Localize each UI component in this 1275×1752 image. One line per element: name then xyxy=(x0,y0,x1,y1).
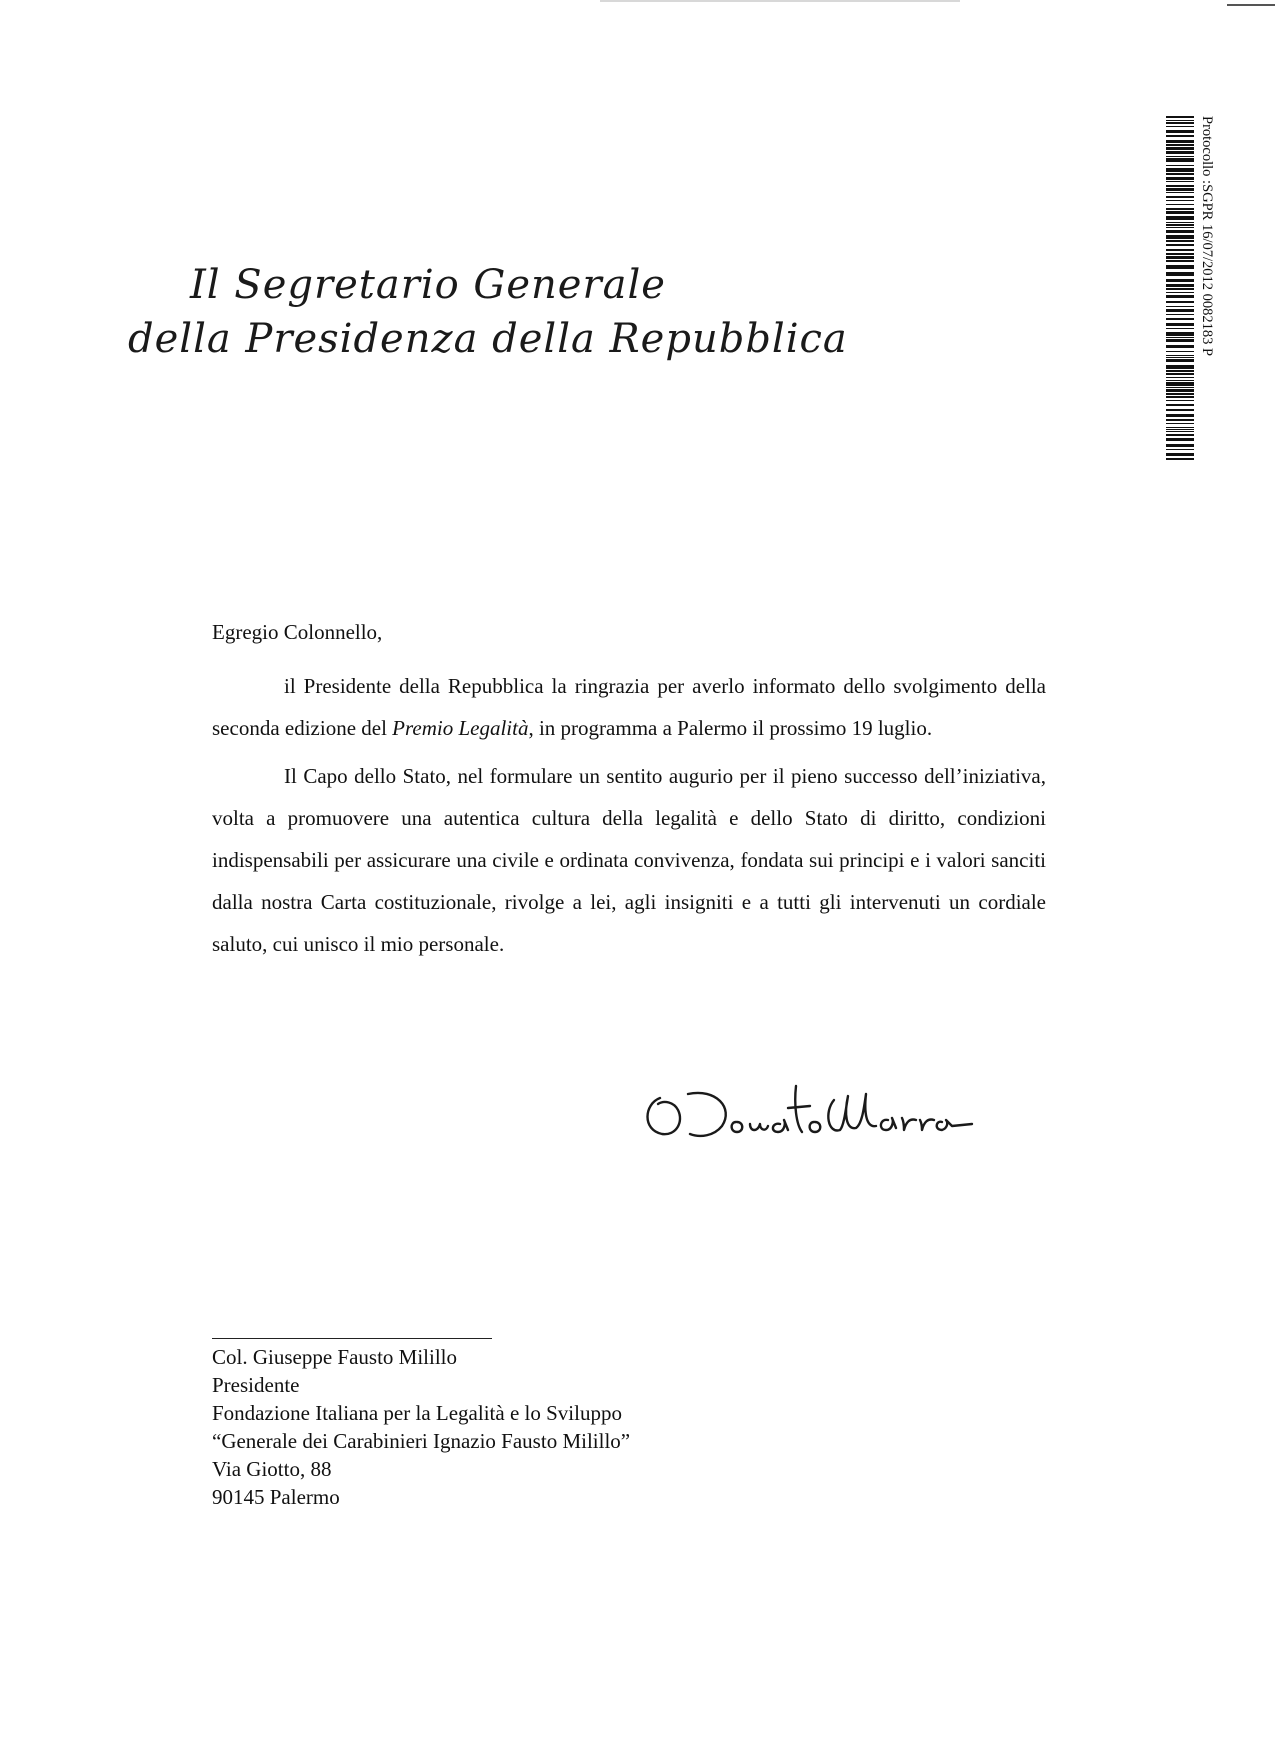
barcode-bar xyxy=(1166,227,1194,228)
barcode-bar xyxy=(1166,332,1194,336)
paragraph-1 xyxy=(212,665,1046,749)
barcode-bar xyxy=(1166,423,1194,424)
barcode-bar xyxy=(1166,265,1194,269)
award-name: Premio Legalità xyxy=(392,716,529,740)
paragraph-1-text-b: , in programma a Palermo il prossimo 19 luglio. xyxy=(528,716,933,740)
protocol-number: Protocollo :SGPR 16/07/2012 0082183 P xyxy=(1199,116,1215,357)
barcode-bar xyxy=(1166,429,1194,430)
barcode-bar xyxy=(1166,288,1194,290)
barcode-bar xyxy=(1166,151,1194,154)
barcode-bar xyxy=(1166,431,1194,432)
recipient-street: Via Giotto, 88 xyxy=(212,1457,332,1481)
barcode-bar xyxy=(1166,328,1194,329)
barcode-bar xyxy=(1166,301,1194,303)
barcode-bar xyxy=(1166,230,1194,233)
barcode-bar xyxy=(1166,173,1194,175)
barcode-bar xyxy=(1166,211,1194,214)
barcode-bar xyxy=(1166,240,1194,242)
barcode-bar xyxy=(1166,389,1194,392)
barcode-bar xyxy=(1166,306,1194,307)
barcode-bar xyxy=(1166,196,1194,198)
barcode-bar xyxy=(1166,400,1194,401)
barcode-bar xyxy=(1166,272,1194,276)
barcode-bar xyxy=(1166,444,1194,447)
barcode-bar xyxy=(1166,120,1194,121)
barcode-bar xyxy=(1166,256,1194,259)
barcode-bar xyxy=(1166,309,1194,312)
barcode-bar xyxy=(1166,351,1194,352)
barcode-bar xyxy=(1166,192,1194,193)
barcode-bar xyxy=(1166,377,1194,378)
barcode-bar xyxy=(1166,185,1194,187)
barcode-bar xyxy=(1166,414,1194,417)
barcode-bar xyxy=(1166,337,1194,338)
barcode-bar xyxy=(1166,382,1194,386)
letterhead-title: Il Segretario Generale xyxy=(190,262,666,308)
barcode-bar xyxy=(1166,359,1194,362)
barcode-bar xyxy=(1166,387,1194,388)
barcode-bar xyxy=(1166,409,1194,411)
barcode-bar xyxy=(1166,373,1194,375)
address-divider xyxy=(212,1338,492,1339)
barcode-bar xyxy=(1166,345,1194,348)
barcode-bar xyxy=(1166,292,1194,293)
scan-edge-mark xyxy=(600,0,960,2)
recipient-city: 90145 Palermo xyxy=(212,1485,340,1509)
barcode-bar xyxy=(1166,357,1194,358)
barcode-bar xyxy=(1166,284,1194,287)
barcode-bar xyxy=(1166,260,1194,262)
protocol-stamp xyxy=(1166,116,1226,460)
barcode-bar xyxy=(1166,147,1194,150)
barcode-bar xyxy=(1166,314,1194,315)
barcode-bar xyxy=(1166,156,1194,157)
barcode-bar xyxy=(1166,279,1194,282)
recipient-organization: Fondazione Italiana per la Legalità e lo Sviluppo xyxy=(212,1401,622,1425)
barcode-bar xyxy=(1166,438,1194,441)
barcode-bar xyxy=(1166,216,1194,220)
paragraph-2: Il Capo dello Stato, nel formulare un sentito augurio per il pieno successo dell’iniziativa, volta a promuovere una autentica cultura della legalità e dello Stato di diritto, condizioni indispensabili per assicurare una civile e ordinata convivenza, fondata sui principi e i valori sanciti dalla nostra Carta costituzionale, rivolge a lei, agli insigniti e a tutti gli intervenuti un cordiale saluto, cui unisco il mio personale. xyxy=(212,764,1046,956)
barcode-bar xyxy=(1166,158,1194,162)
barcode-bar xyxy=(1166,188,1194,191)
recipient-role: Presidente xyxy=(212,1373,300,1397)
barcode-icon xyxy=(1166,116,1194,460)
letter-body xyxy=(212,665,1046,971)
barcode-bar xyxy=(1166,318,1194,320)
barcode-bar xyxy=(1166,453,1194,456)
recipient-organization-subtitle: “Generale dei Carabinieri Ignazio Fausto Milillo” xyxy=(212,1429,631,1453)
barcode-bar xyxy=(1166,339,1194,342)
barcode-bar xyxy=(1166,244,1194,246)
barcode-bar xyxy=(1166,434,1194,436)
barcode-bar xyxy=(1166,122,1194,124)
barcode-bar xyxy=(1166,396,1194,398)
barcode-bar xyxy=(1166,168,1194,172)
barcode-bar xyxy=(1166,370,1194,372)
barcode-bar xyxy=(1166,165,1194,166)
letterhead xyxy=(128,262,848,372)
barcode-bar xyxy=(1166,365,1194,369)
barcode-bar xyxy=(1166,224,1194,226)
barcode-bar xyxy=(1166,140,1194,143)
barcode-bar xyxy=(1166,323,1194,326)
barcode-bar xyxy=(1166,393,1194,395)
barcode-bar xyxy=(1166,208,1194,210)
barcode-bar xyxy=(1166,249,1194,251)
recipient-name: Col. Giuseppe Fausto Milillo xyxy=(212,1345,458,1369)
barcode-bar xyxy=(1166,380,1194,381)
barcode-bar xyxy=(1166,130,1194,133)
barcode-bar xyxy=(1166,235,1194,239)
barcode-bar xyxy=(1166,177,1194,180)
barcode-bar xyxy=(1166,404,1194,406)
handwritten-signature xyxy=(638,1064,978,1144)
barcode-bar xyxy=(1166,181,1194,182)
letterhead-subtitle: della Presidenza della Repubblica xyxy=(128,316,848,362)
barcode-bar xyxy=(1166,116,1194,118)
barcode-bar xyxy=(1166,144,1194,146)
barcode-bar xyxy=(1166,449,1194,450)
salutation: Egregio Colonnello, xyxy=(212,620,383,644)
recipient-address xyxy=(212,1343,630,1511)
barcode-bar xyxy=(1166,427,1194,428)
barcode-bar xyxy=(1166,126,1194,127)
barcode-bar xyxy=(1166,200,1194,201)
barcode-bar xyxy=(1166,419,1194,421)
barcode-bar xyxy=(1166,458,1194,460)
scan-corner-mark xyxy=(1227,4,1275,6)
barcode-bar xyxy=(1166,253,1194,255)
paragraph-1-text-a: il Presidente della Repubblica la ringrazia per averlo informato dello svolgimento della seconda edizione del xyxy=(212,674,1046,740)
barcode-bar xyxy=(1166,295,1194,298)
barcode-bar xyxy=(1166,135,1194,137)
barcode-bar xyxy=(1166,204,1194,205)
barcode-bar xyxy=(1166,355,1194,356)
barcode-bar xyxy=(1166,222,1194,223)
